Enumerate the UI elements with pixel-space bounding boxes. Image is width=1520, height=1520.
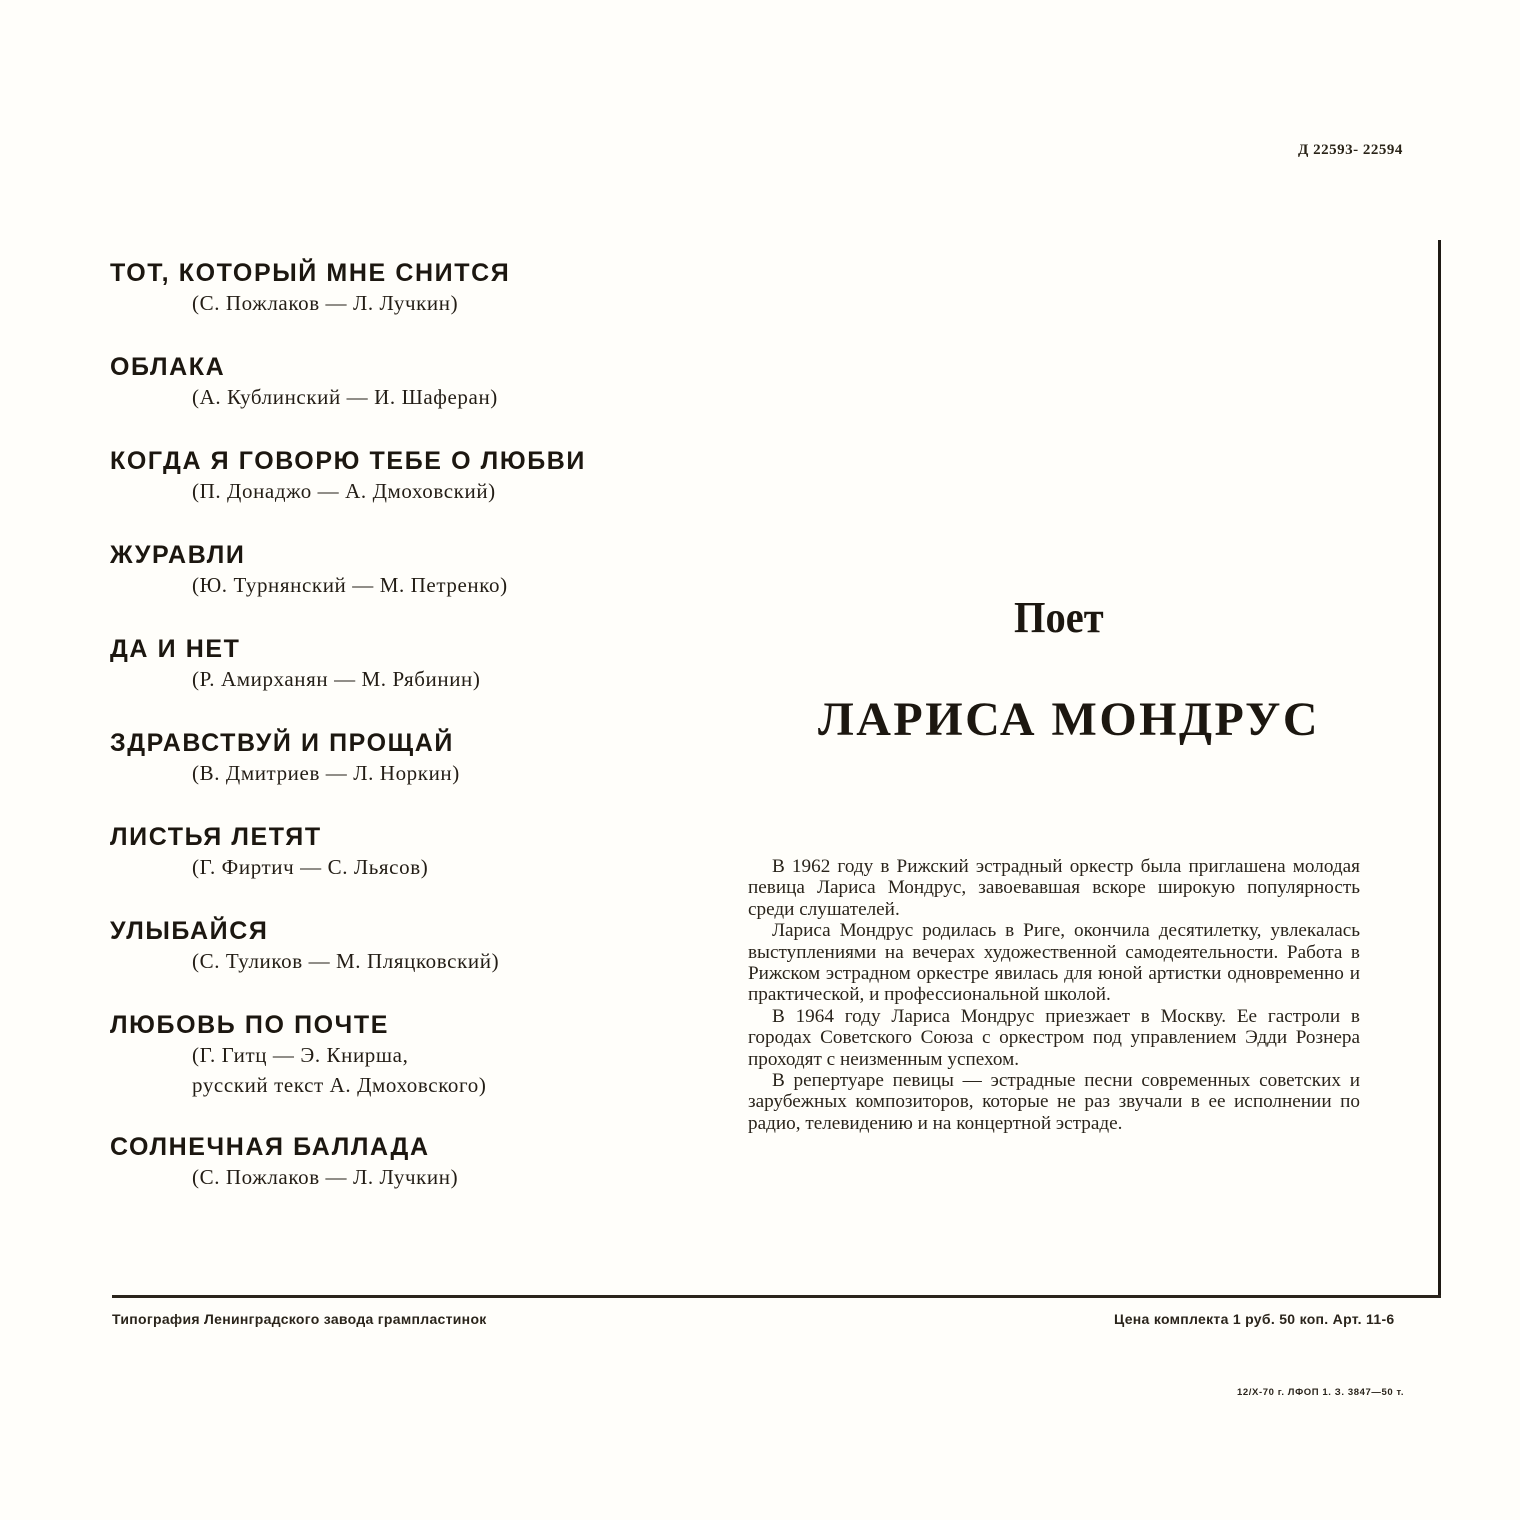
track-credit: (Г. Гитц — Э. Книрша, [192,1043,409,1067]
track-title: ЖУРАВЛИ [110,541,246,569]
track-title: СОЛНЕЧНАЯ БАЛЛАДА [110,1133,430,1161]
track-item [110,446,710,506]
performer-label: Поет [1014,593,1104,642]
track-credit: (С. Пожлаков — Л. Лучкин) [192,291,459,315]
printer-credit: Типография Ленинградского завода грампластинок [112,1311,487,1327]
biography [748,856,1360,1134]
frame-rule-horizontal [112,1295,1441,1298]
track-title: ЗДРАВСТВУЙ И ПРОЩАЙ [110,729,454,757]
performer-name: ЛАРИСА МОНДРУС [818,693,1321,746]
track-item [110,540,710,600]
track-credit: (П. Донаджо — А. Дмоховский) [192,479,496,503]
track-item [110,352,710,412]
track-item [110,728,710,788]
track-credit: (Г. Фиртич — С. Льясов) [192,855,429,879]
track-item [110,1132,710,1192]
bio-paragraph: В 1964 году Лариса Мондрус приезжает в Москву. Ее гастроли в городах Советского Союза с оркестром под управлением Эдди Рознера проходят с неизменным успехом. [748,1005,1360,1070]
track-item [110,822,710,882]
bio-paragraph: В 1962 году в Рижский эстрадный оркестр была приглашена молодая певица Лариса Мондрус, завоевавшая вскоре широкую популярность среди слушателей. [748,856,1360,920]
bio-paragraph: Лариса Мондрус родилась в Риге, окончила десятилетку, увлекалась выступлениями на вечерах художественной самодеятельности. Работа в Рижском эстрадном оркестре явилась для юной артистки одновременно и практической, и профессиональной школой. [748,920,1360,1006]
track-item [110,916,710,976]
track-title: КОГДА Я ГОВОРЮ ТЕБЕ О ЛЮБВИ [110,447,586,475]
track-credit: (Ю. Турнянский — М. Петренко) [192,573,508,597]
track-title: ЛЮБОВЬ ПО ПОЧТЕ [110,1011,389,1039]
track-title: ОБЛАКА [110,353,226,381]
track-title: ЛИСТЬЯ ЛЕТЯТ [110,823,322,851]
track-credit: (С. Пожлаков — Л. Лучкин) [192,1165,459,1189]
track-credit: (Р. Амирханян — М. Рябинин) [192,667,481,691]
track-credit: (А. Кублинский — И. Шаферан) [192,385,498,409]
track-credit: (С. Туликов — М. Пляцковский) [192,949,500,973]
track-credit: (В. Дмитриев — Л. Норкин) [192,761,460,785]
track-title: УЛЫБАЙСЯ [110,917,269,945]
track-item [110,1010,710,1100]
track-title: ТОТ, КОТОРЫЙ МНЕ СНИТСЯ [110,259,511,287]
track-title: ДА И НЕТ [110,635,241,663]
track-item [110,634,710,694]
frame-rule-vertical [1438,240,1441,1298]
catalog-number: Д 22593- 22594 [1298,142,1403,158]
print-run-info: 12/X-70 г. ЛФОП 1. З. 3847—50 т. [1237,1387,1405,1398]
track-credit-line2: русский текст А. Дмоховского) [192,1073,487,1097]
price-info: Цена комплекта 1 руб. 50 коп. Арт. 11-6 [1114,1311,1395,1327]
bio-paragraph: В репертуаре певицы — эстрадные песни современных советских и зарубежных композиторов, которые не раз звучали в ее исполнении по радио, телевидению и на концертной эстраде. [748,1070,1360,1134]
track-item [110,258,710,318]
